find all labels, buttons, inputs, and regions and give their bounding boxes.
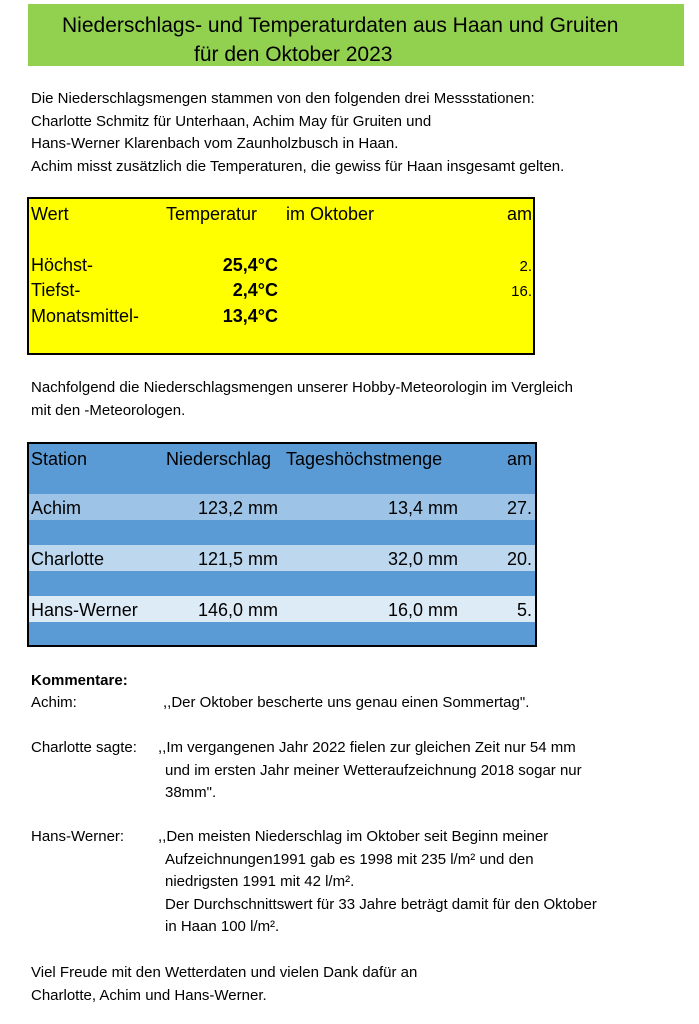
title-banner [28,4,684,66]
page-subtitle: für den Oktober 2023 [194,43,393,66]
temp-header-temperatur: Temperatur [166,204,258,224]
prec-row-amount: 146,0 mm [197,600,278,620]
closing-line: Viel Freude mit den Wetterdaten und vielen Dank dafür an [31,964,418,981]
prec-row-max: 32,0 mm [387,549,458,569]
intro-paragraph [31,88,564,178]
temp-row-label: Tiefst- [31,280,81,300]
temperature-table [27,197,535,355]
table-band [29,494,535,520]
prec-header-tageshoechst: Tageshöchstmenge [286,449,443,469]
prec-row-max: 13,4 mm [387,498,458,518]
comment-line: Aufzeichnungen1991 gab es 1998 mit 235 l/m² und den [165,850,534,868]
prec-row-station: Achim [31,498,82,518]
comment-line: ,,Den meisten Niederschlag im Oktober seit Beginn meiner [158,828,549,845]
table-band [29,571,535,596]
comment-text [158,737,582,805]
temp-row-value: 13,4°C [222,306,278,326]
table-band [29,545,535,571]
comment-line: Der Durchschnittswert für 33 Jahre beträgt damit für den Oktober [165,895,597,913]
temp-row-value: 25,4°C [222,255,278,275]
closing-line: Charlotte, Achim und Hans-Werner. [31,986,267,1004]
table-band [29,520,535,545]
prec-row-amount: 123,2 mm [197,498,278,518]
prec-row-amount: 121,5 mm [197,549,278,569]
prec-header-am: am [506,449,532,469]
comment-author: Achim: [31,694,77,711]
compare-line: mit den -Meteorologen. [31,401,186,419]
table-band [29,444,535,494]
table-band [29,622,535,645]
prec-header-station: Station [31,449,88,469]
prec-row-station: Charlotte [31,549,105,569]
temp-row-day: 2. [519,258,532,275]
comment-text [158,826,597,939]
closing-paragraph [31,962,417,1007]
prec-row-max: 16,0 mm [387,600,458,620]
precipitation-table [27,442,537,647]
temp-row-label: Monatsmittel- [31,306,140,326]
comment-text [163,692,529,715]
page-title: Niederschlags- und Temperaturdaten aus Haan und Gruiten [62,14,619,37]
comment-line: niedrigsten 1991 mit 42 l/m². [165,873,355,890]
intro-line: Die Niederschlagsmengen stammen von den folgenden drei Messstationen: [31,90,535,107]
comment-line: ,,Im vergangenen Jahr 2022 fielen zur gleichen Zeit nur 54 mm [158,739,576,756]
prec-row-day: 20. [506,549,532,569]
compare-line: Nachfolgend die Niederschlagsmengen unserer Hobby-Meteorologin im Vergleich [31,379,573,396]
prec-row-station: Hans-Werner [31,600,138,620]
temp-header-wert: Wert [31,204,69,224]
comment-author: Hans-Werner: [31,828,125,845]
prec-row-day: 27. [506,498,532,518]
comments-heading: Kommentare: [31,672,128,689]
intro-line: Charlotte Schmitz für Unterhaan, Achim May für Gruiten und [31,112,432,130]
comment-author: Charlotte sagte: [31,739,137,756]
comment-line: ,,Der Oktober bescherte uns genau einen Sommertag". [163,694,530,711]
prec-header-niederschlag: Niederschlag [166,449,272,469]
compare-paragraph [31,377,573,422]
temp-header-month: im Oktober [286,204,375,224]
comment-line: und im ersten Jahr meiner Wetteraufzeichnung 2018 sogar nur [165,761,582,779]
temp-row-value: 2,4°C [232,280,278,300]
temp-header-am: am [506,204,532,224]
temp-row-day: 16. [511,283,532,300]
temp-row-label: Höchst- [31,255,94,275]
comment-line: 38mm". [165,784,217,801]
comment-line: in Haan 100 l/m². [165,918,280,935]
intro-line: Achim misst zusätzlich die Temperaturen, die gewiss für Haan insgesamt gelten. [31,157,565,175]
intro-line: Hans-Werner Klarenbach vom Zaunholzbusch in Haan. [31,135,399,152]
prec-row-day: 5. [516,600,532,620]
